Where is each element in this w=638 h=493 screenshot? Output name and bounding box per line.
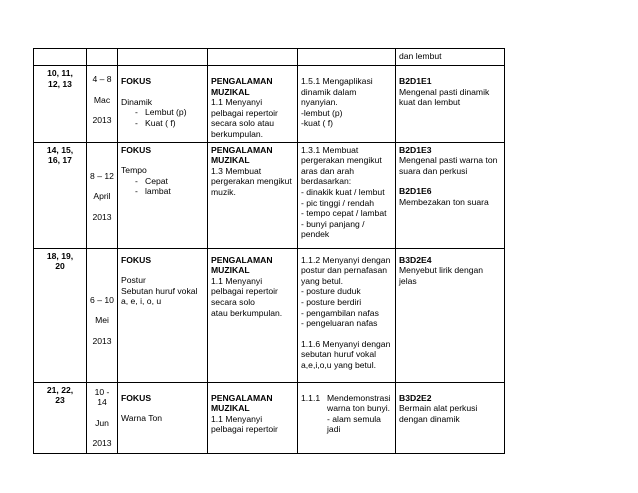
standard-cell: B3D2E2 Bermain alat perkusi dengan dinamik <box>396 382 505 453</box>
list-item: - Kuat ( f) <box>135 118 204 129</box>
list-item: - Lembut (p) <box>135 107 204 118</box>
standard-cell: B2D1E1 Mengenal pasti dinamik kuat dan lembut <box>396 66 505 143</box>
date-cell: 4 – 8 Mac 2013 <box>87 66 118 143</box>
table-row <box>34 248 505 382</box>
standard-cell: B2D1E3 Mengenal pasti warna ton suara dan perkusi B2D1E6 Membezakan ton suara <box>396 142 505 248</box>
focus-cell: FOKUS Tempo - Cepat - lambat <box>118 142 208 248</box>
musical-experience-cell: PENGALAMAN MUZIKAL 1.1 Menyanyi pelbagai repertoir <box>208 382 298 453</box>
objective-cell: 1.5.1 Mengaplikasi dinamik dalam nyanyian. -lembut (p) -kuat ( f) <box>298 66 396 143</box>
table-row <box>34 142 505 248</box>
list-item: - Cepat <box>135 176 204 187</box>
week-cell: 18, 19, 20 <box>34 248 87 382</box>
date-cell: 8 – 12 April 2013 <box>87 142 118 248</box>
focus-list <box>121 107 204 128</box>
week-cell: 10, 11, 12, 13 <box>34 66 87 143</box>
table-row <box>34 382 505 453</box>
musical-experience-cell: PENGALAMAN MUZIKAL 1.3 Membuat pergerakan mengikut muzik. <box>208 142 298 248</box>
objective-cell: 1.1.1 Mendemonstrasi warna ton bunyi. - alam semula jadi <box>298 382 396 453</box>
lesson-plan-table <box>33 48 505 454</box>
standard-cell: B3D2E4 Menyebut lirik dengan jelas <box>396 248 505 382</box>
standard-text: dan lembut <box>399 51 442 61</box>
date-cell: 6 – 10 Mei 2013 <box>87 248 118 382</box>
focus-cell: FOKUS Postur Sebutan huruf vokal a, e, i, o, u <box>118 248 208 382</box>
focus-cell: FOKUS Dinamik - Lembut (p) - Kuat ( f) <box>118 66 208 143</box>
focus-cell: FOKUS Warna Ton <box>118 382 208 453</box>
standard-cell <box>396 49 505 66</box>
week-cell: 14, 15, 16, 17 <box>34 142 87 248</box>
musical-experience-cell: PENGALAMAN MUZIKAL 1.1 Menyanyi pelbagai repertoir secara solo atau berkumpulan. <box>208 66 298 143</box>
focus-list <box>121 176 204 197</box>
musical-experience-cell: PENGALAMAN MUZIKAL 1.1 Menyanyi pelbagai repertoir secara solo atau berkumpulan. <box>208 248 298 382</box>
objective-cell: 1.1.2 Menyanyi dengan postur dan pernafasan yang betul. - posture duduk - posture berdiri - pengambilan nafas - pengeluaran nafas 1.1.6 Menyanyi dengan sebutan huruf vokal a,e,i,o,u yang betul. <box>298 248 396 382</box>
date-cell: 10 - 14 Jun 2013 <box>87 382 118 453</box>
table-row <box>34 66 505 143</box>
list-item: - lambat <box>135 186 204 197</box>
table-row <box>34 49 505 66</box>
week-cell: 21, 22, 23 <box>34 382 87 453</box>
objective-cell: 1.3.1 Membuat pergerakan mengikut aras dan arah berdasarkan: - dinakik kuat / lembut - pic tinggi / rendah - tempo cepat / lambat - bunyi panjang / pendek <box>298 142 396 248</box>
